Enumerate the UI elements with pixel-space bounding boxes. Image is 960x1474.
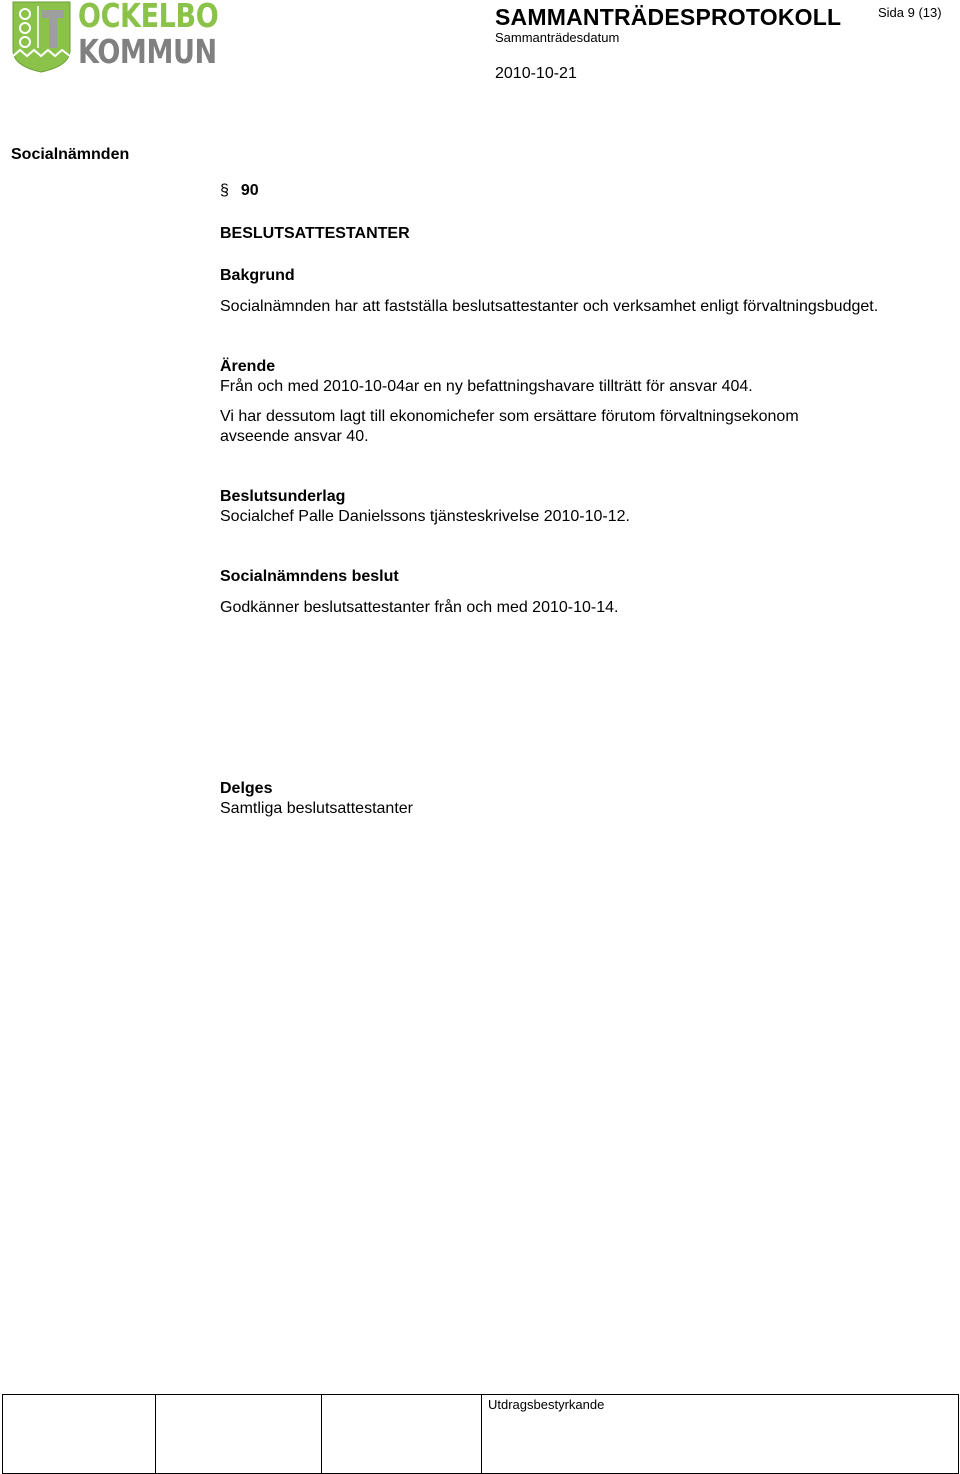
beslut-text: Godkänner beslutsattestanter från och med 2010-10-14.: [220, 599, 619, 616]
paragraph-number-row: [220, 182, 259, 200]
arende-line-1: Från och med 2010-10-04ar en ny befattningshavare tillträtt för ansvar 404.: [220, 378, 753, 395]
signature-cell-2: [156, 1395, 322, 1474]
utdrag-label: Utdragsbestyrkande: [488, 1397, 605, 1412]
logo-text-top: OCKELBO: [78, 0, 219, 35]
committee-name: Socialnämnden: [11, 146, 130, 163]
arende-line-2: Vi har dessutom lagt till ekonomichefer som ersättare förutom förvaltningsekonom: [220, 408, 799, 425]
bakgrund-text: Socialnämnden har att fastställa beslutsattestanter och verksamhet enligt förvaltningsbudget.: [220, 298, 879, 315]
section-symbol: §: [220, 182, 229, 199]
bakgrund-heading: Bakgrund: [220, 267, 295, 284]
signature-cell-1: [3, 1395, 156, 1474]
signature-cell-3: [322, 1395, 482, 1474]
beslutsunderlag-heading: Beslutsunderlag: [220, 488, 346, 505]
page-number: Sida 9 (13): [878, 5, 942, 20]
delges-text: Samtliga beslutsattestanter: [220, 800, 413, 817]
logo-text-bottom: KOMMUN: [78, 32, 217, 71]
signature-table: [2, 1394, 958, 1474]
beslutsunderlag-text: Socialchef Palle Danielssons tjänsteskrivelse 2010-10-12.: [220, 508, 630, 525]
meeting-date-label: Sammanträdesdatum: [495, 30, 620, 45]
paragraph-number: 90: [240, 182, 259, 199]
paragraph-title: BESLUTSATTESTANTER: [220, 225, 410, 242]
municipality-logo: [10, 0, 219, 74]
beslut-heading: Socialnämndens beslut: [220, 568, 399, 585]
delges-heading: Delges: [220, 780, 273, 797]
meeting-date: 2010-10-21: [495, 65, 577, 82]
document-title: SAMMANTRÄDESPROTOKOLL: [495, 4, 842, 30]
utdrag-cell: [482, 1395, 959, 1474]
arende-line-3: avseende ansvar 40.: [220, 428, 369, 445]
arende-heading: Ärende: [220, 358, 276, 375]
